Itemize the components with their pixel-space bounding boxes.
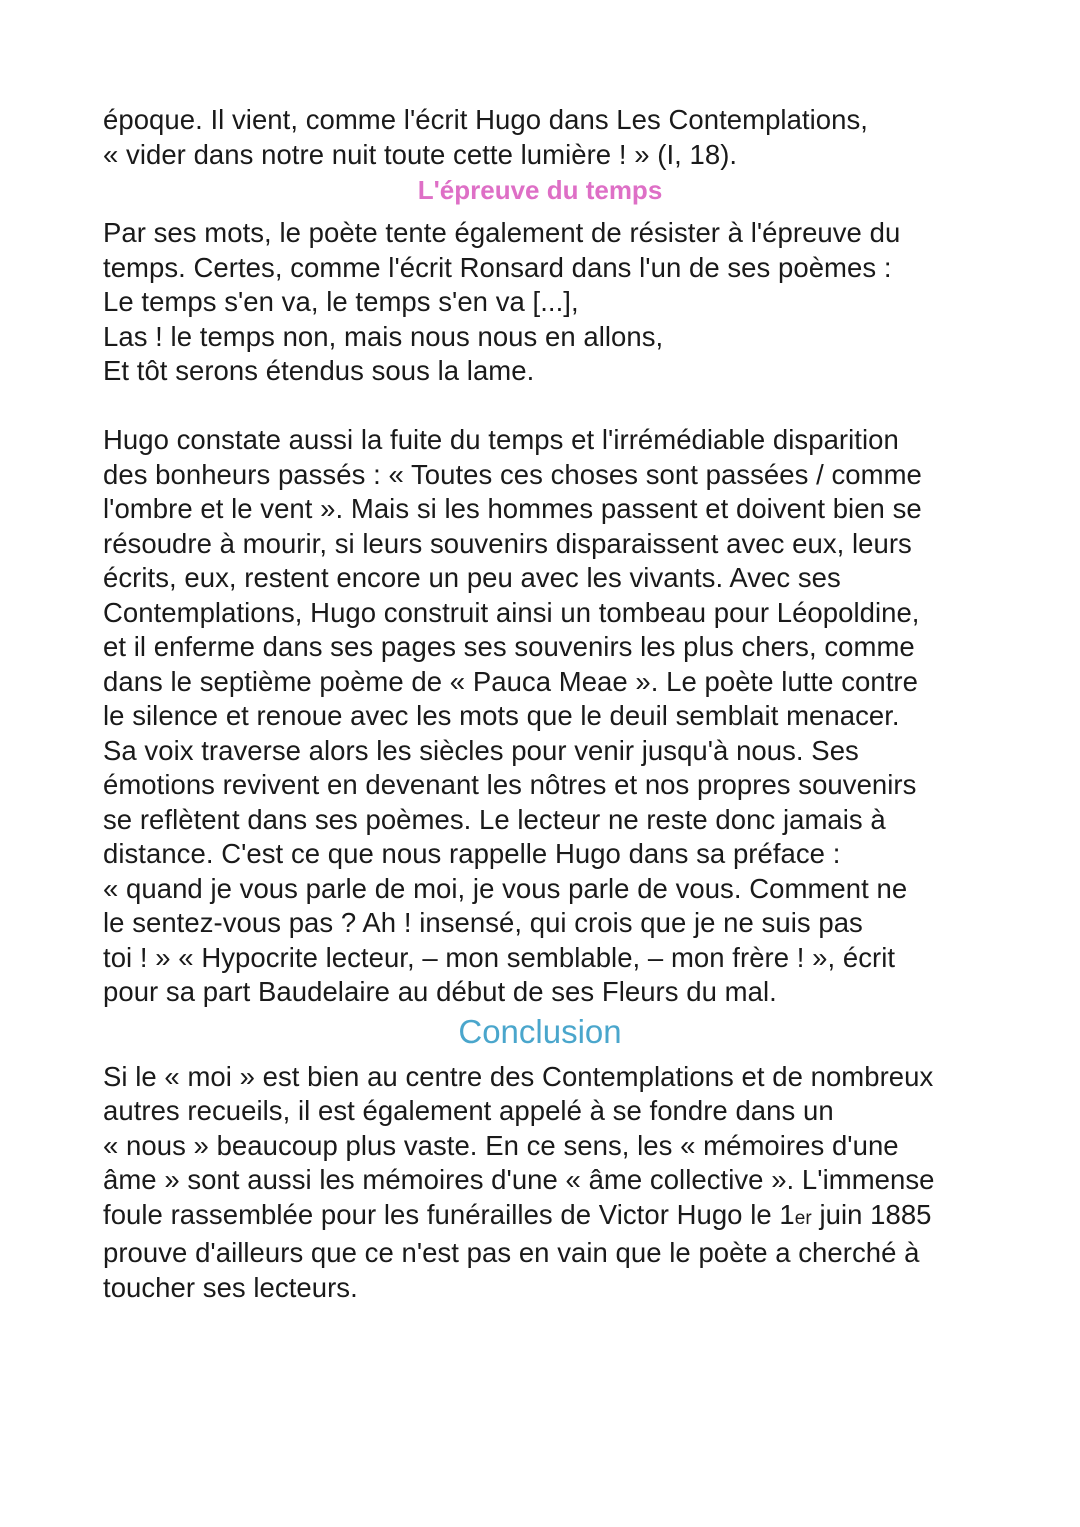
text-line: époque. Il vient, comme l'écrit Hugo dans Les Contemplations,: [103, 104, 868, 135]
text-line: temps. Certes, comme l'écrit Ronsard dans l'un de ses poèmes :: [103, 251, 892, 283]
paragraph-ronsard: [103, 216, 1003, 389]
text-line: toi ! » « Hypocrite lecteur, – mon semblable, – mon frère ! », écrit: [103, 941, 896, 973]
poem-line: Las ! le temps non, mais nous nous en allons,: [103, 320, 664, 352]
text-line: « vider dans notre nuit toute cette lumière ! » (I, 18).: [103, 138, 738, 170]
text-line: dans le septième poème de « Pauca Meae ». Le poète lutte contre: [103, 665, 918, 697]
poem-line: Le temps s'en va, le temps s'en va [...],: [103, 286, 579, 317]
text-line: résoudre à mourir, si leurs souvenirs disparaissent avec eux, leurs: [103, 527, 912, 559]
text-line: Par ses mots, le poète tente également de résister à l'épreuve du: [103, 217, 901, 248]
document-page: [103, 103, 1003, 1305]
text-line: distance. C'est ce que nous rappelle Hugo dans sa préface :: [103, 838, 841, 869]
text-line: l'ombre et le vent ». Mais si les hommes passent et doivent bien se: [103, 493, 922, 524]
text-line: Contemplations, Hugo construit ainsi un tombeau pour Léopoldine,: [103, 596, 920, 628]
ordinal-suffix: er: [794, 1207, 812, 1229]
text-line: Hugo constate aussi la fuite du temps et l'irrémédiable disparition: [103, 424, 899, 455]
date-line-before: foule rassemblée pour les funérailles de Victor Hugo le 1: [103, 1198, 795, 1230]
text-line-date: [103, 1198, 1003, 1237]
text-line: Sa voix traverse alors les siècles pour venir jusqu'à nous. Ses: [103, 734, 859, 766]
text-line: écrits, eux, restent encore un peu avec les vivants. Avec ses: [103, 562, 841, 593]
date-line-after: juin 1885: [811, 1198, 932, 1230]
text-line: « quand je vous parle de moi, je vous parle de vous. Comment ne: [103, 872, 908, 904]
poem-line: Et tôt serons étendus sous la lame.: [103, 355, 535, 386]
paragraph-spacer: [103, 389, 1003, 424]
text-line: des bonheurs passés : « Toutes ces choses sont passées / comme: [103, 458, 922, 490]
text-line: toucher ses lecteurs.: [103, 1271, 358, 1303]
text-line: le sentez-vous pas ? Ah ! insensé, qui crois que je ne suis pas: [103, 907, 863, 938]
text-line: émotions revivent en devenant les nôtres et nos propres souvenirs: [103, 769, 917, 800]
text-line: se reflètent dans ses poèmes. Le lecteur ne reste donc jamais à: [103, 803, 886, 835]
intro-paragraph: [103, 103, 1003, 172]
text-line: pour sa part Baudelaire au début de ses Fleurs du mal.: [103, 976, 777, 1007]
paragraph-hugo-time: [103, 423, 1003, 1010]
section-heading-conclusion: Conclusion: [458, 1012, 622, 1050]
text-line: Si le « moi » est bien au centre des Contemplations et de nombreux: [103, 1060, 934, 1092]
text-line: autres recueils, il est également appelé à se fondre dans un: [103, 1095, 834, 1126]
text-line: le silence et renoue avec les mots que le deuil semblait menacer.: [103, 700, 900, 731]
text-line: et il enferme dans ses pages ses souvenirs les plus chers, comme: [103, 631, 915, 662]
text-line: prouve d'ailleurs que ce n'est pas en vain que le poète a cherché à: [103, 1237, 920, 1268]
section-heading-time: L'épreuve du temps: [417, 175, 663, 205]
text-line: « nous » beaucoup plus vaste. En ce sens, les « mémoires d'une: [103, 1129, 899, 1161]
paragraph-conclusion: [103, 1060, 1003, 1306]
text-line: âme » sont aussi les mémoires d'une « âme collective ». L'immense: [103, 1164, 935, 1195]
